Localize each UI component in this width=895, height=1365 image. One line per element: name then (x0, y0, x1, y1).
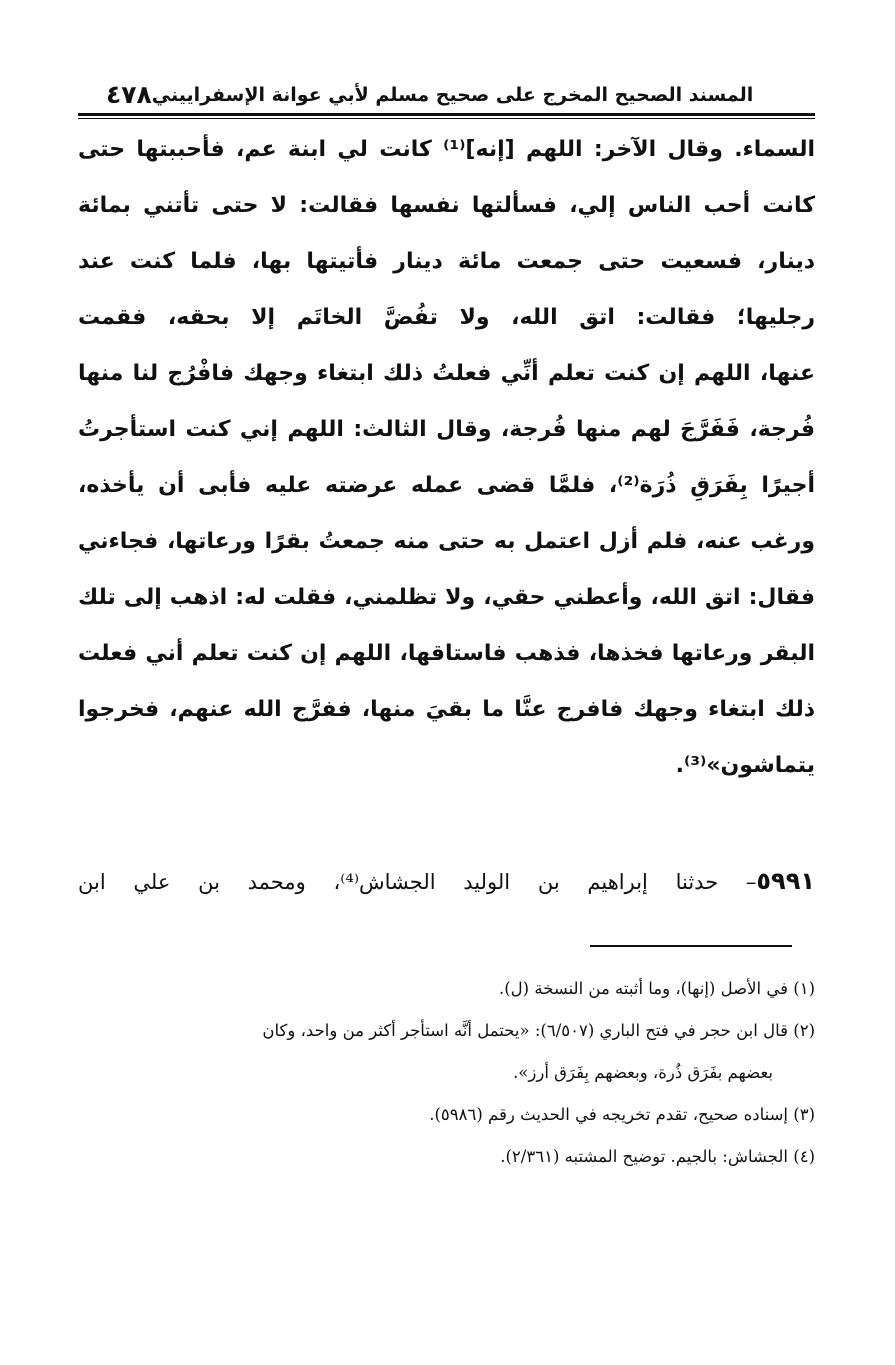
page-number: ٤٧٨ (106, 80, 152, 109)
text-line: دينار، فسعيت حتى جمعت مائة دينار فأتيتها بها، فلما كنت عند (78, 249, 815, 274)
hadith-number: ٥٩٩١ (756, 867, 815, 895)
footnote-continuation: بعضهم بفَرَق ذُرة، وبعضهم بِفَرَق أرز». (513, 1063, 773, 1082)
footnote: (٢) قال ابن حجر في فتح الباري (٦/٥٠٧): «يحتمل أنَّه استأجر أكثر من واحد، وكان (262, 1021, 815, 1040)
page-header (78, 78, 815, 112)
text-line: السماء. وقال الآخر: اللهم [إنه]⁽¹⁾ كانت لي ابنة عم، فأحببتها حتى (78, 137, 815, 162)
header-rule-thick (78, 113, 815, 116)
footnote: (٤) الجشاش: بالجيم. توضيح المشتبه (٢/٣٦١). (500, 1147, 815, 1166)
hadith-line (78, 856, 815, 906)
footnote: (٣) إسناده صحيح، تقدم تخريجه في الحديث رقم (٥٩٨٦). (429, 1105, 815, 1124)
running-title: المسند الصحيح المخرج على صحيح مسلم لأبي عوانة الإسفراييني (151, 84, 754, 106)
text-line: أجيرًا بِفَرَقِ ذُرَة⁽²⁾، فلمَّا قضى عمله عرضته عليه فأبى أن يأخذه، (78, 473, 815, 498)
footnote: (١) في الأصل (إنها)، وما أثبته من النسخة (ل). (499, 979, 815, 998)
hadith-text: – حدثنا إبراهيم بن الوليد الجشاش⁽⁴⁾، ومحمد بن علي ابن (78, 870, 757, 894)
text-line: ورغب عنه، فلم أزل اعتمل به حتى منه جمعتُ بقرًا ورعاتها، فجاءني (78, 529, 815, 554)
text-line: فقال: اتق الله، وأعطني حقي، ولا تظلمني، فقلت له: اذهب إلى تلك (78, 585, 815, 610)
text-line: كانت أحب الناس إلي، فسألتها نفسها فقالت: لا حتى تأتني بمائة (78, 193, 815, 218)
footnote-separator (590, 945, 792, 947)
text-line: البقر ورعاتها فخذها، فذهب فاستاقها، اللهم إن كنت تعلم أني فعلت (78, 641, 815, 666)
text-line: ذلك ابتغاء وجهك فافرج عنَّا ما بقيَ منها، ففرَّج الله عنهم، فخرجوا (78, 697, 815, 722)
text-line: عنها، اللهم إن كنت تعلم أنِّي فعلتُ ذلك ابتغاء وجهك فافْرُج لنا منها (78, 361, 815, 386)
header-rule-thin (78, 118, 815, 119)
text-line: فُرجة، فَفَرَّجَ لهم منها فُرجة، وقال الثالث: اللهم إني كنت استأجرتُ (78, 417, 815, 442)
footnotes (78, 968, 815, 1178)
text-line: يتماشون»⁽³⁾. (675, 753, 815, 778)
text-line: رجليها؛ فقالت: اتق الله، ولا تفُضَّ الخاتَم إلا بحقه، فقمت (78, 305, 815, 330)
main-text (78, 122, 815, 794)
hadith-entry (78, 856, 815, 906)
